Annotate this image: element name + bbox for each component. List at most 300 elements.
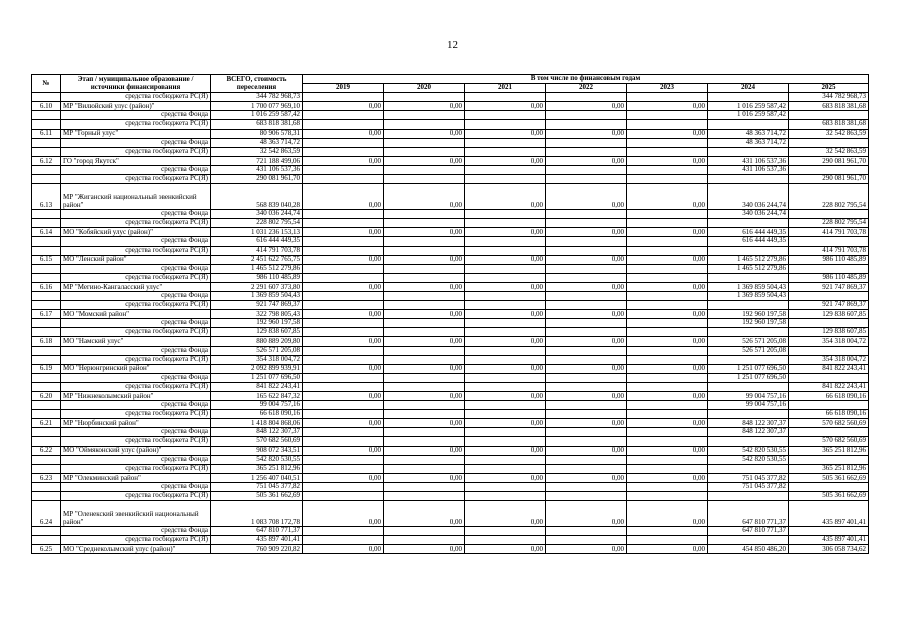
year-value bbox=[546, 301, 627, 310]
year-value: 0,00 bbox=[627, 501, 708, 527]
year-value bbox=[708, 464, 789, 473]
year-value bbox=[384, 482, 465, 491]
year-value bbox=[708, 273, 789, 282]
year-value bbox=[465, 319, 546, 328]
total-cost: 721 188 499,06 bbox=[211, 156, 303, 165]
year-value bbox=[546, 492, 627, 501]
year-value: 0,00 bbox=[303, 446, 384, 455]
row-number: 6.16 bbox=[32, 282, 61, 291]
total-cost: 542 820 530,55 bbox=[211, 455, 303, 464]
year-value: 0,00 bbox=[627, 545, 708, 554]
total-cost: 1 256 407 040,51 bbox=[211, 473, 303, 482]
year-value: 340 036 244,74 bbox=[708, 184, 789, 210]
table-row-municipality bbox=[32, 102, 869, 111]
year-value bbox=[465, 464, 546, 473]
table-row-source bbox=[32, 273, 869, 282]
year-value: 0,00 bbox=[627, 446, 708, 455]
municipality-name: МР "Вилюйский улус (район)" bbox=[61, 102, 211, 111]
year-value: 542 820 530,55 bbox=[708, 455, 789, 464]
row-number bbox=[32, 373, 61, 382]
year-value bbox=[303, 273, 384, 282]
total-cost: 760 909 220,82 bbox=[211, 545, 303, 554]
row-number bbox=[32, 111, 61, 120]
year-value bbox=[546, 536, 627, 545]
year-value bbox=[384, 147, 465, 156]
year-value: 306 058 734,62 bbox=[789, 545, 869, 554]
year-value: 0,00 bbox=[384, 102, 465, 111]
year-value bbox=[546, 401, 627, 410]
year-value bbox=[546, 273, 627, 282]
year-value: 751 045 377,82 bbox=[708, 482, 789, 491]
table-row-municipality bbox=[32, 392, 869, 401]
year-value bbox=[546, 165, 627, 174]
year-value: 0,00 bbox=[546, 337, 627, 346]
year-value bbox=[789, 264, 869, 273]
table-body bbox=[32, 93, 869, 554]
year-value bbox=[546, 373, 627, 382]
year-value bbox=[384, 111, 465, 120]
year-value: 344 782 968,73 bbox=[789, 93, 869, 102]
year-value bbox=[708, 120, 789, 129]
year-value: 0,00 bbox=[303, 228, 384, 237]
table-row-source bbox=[32, 536, 869, 545]
year-value bbox=[627, 464, 708, 473]
year-value: 32 542 863,59 bbox=[789, 147, 869, 156]
year-value: 0,00 bbox=[303, 473, 384, 482]
year-value bbox=[546, 346, 627, 355]
year-value bbox=[303, 93, 384, 102]
funding-source: средства госбюджета РС(Я) bbox=[61, 246, 211, 255]
row-number bbox=[32, 536, 61, 545]
year-value: 848 122 307,37 bbox=[708, 419, 789, 428]
total-cost: 1 251 077 696,50 bbox=[211, 373, 303, 382]
row-number: 6.11 bbox=[32, 129, 61, 138]
table-row-municipality bbox=[32, 419, 869, 428]
row-number bbox=[32, 210, 61, 219]
row-number bbox=[32, 455, 61, 464]
table-row-source bbox=[32, 373, 869, 382]
year-value bbox=[465, 138, 546, 147]
total-cost: 165 622 847,32 bbox=[211, 392, 303, 401]
table-row-source bbox=[32, 111, 869, 120]
year-value bbox=[789, 319, 869, 328]
year-value: 0,00 bbox=[465, 501, 546, 527]
funding-source: средства Фонда bbox=[61, 210, 211, 219]
row-number: 6.23 bbox=[32, 473, 61, 482]
year-value bbox=[384, 237, 465, 246]
table-row-source bbox=[32, 328, 869, 337]
total-cost: 365 251 812,96 bbox=[211, 464, 303, 473]
year-value bbox=[465, 328, 546, 337]
year-value: 683 818 381,68 bbox=[789, 120, 869, 129]
row-number bbox=[32, 138, 61, 147]
total-cost: 129 838 607,85 bbox=[211, 328, 303, 337]
year-value: 0,00 bbox=[465, 364, 546, 373]
year-value bbox=[465, 210, 546, 219]
table-row-source bbox=[32, 410, 869, 419]
table-row-municipality bbox=[32, 255, 869, 264]
municipality-name: МР "Олекминский район" bbox=[61, 473, 211, 482]
year-value: 228 802 795,54 bbox=[789, 184, 869, 210]
year-value bbox=[384, 175, 465, 184]
year-value bbox=[708, 175, 789, 184]
year-value: 0,00 bbox=[627, 102, 708, 111]
row-number: 6.14 bbox=[32, 228, 61, 237]
year-value bbox=[384, 328, 465, 337]
year-value: 0,00 bbox=[546, 156, 627, 165]
municipality-name: МР "Нижнеколымский район" bbox=[61, 392, 211, 401]
year-value bbox=[303, 237, 384, 246]
year-value bbox=[789, 111, 869, 120]
year-value: 0,00 bbox=[303, 501, 384, 527]
year-value: 0,00 bbox=[303, 102, 384, 111]
year-value: 0,00 bbox=[627, 184, 708, 210]
table-row-source bbox=[32, 319, 869, 328]
year-value bbox=[627, 355, 708, 364]
year-value bbox=[708, 410, 789, 419]
total-cost: 986 110 485,89 bbox=[211, 273, 303, 282]
year-value: 0,00 bbox=[546, 545, 627, 554]
year-value: 0,00 bbox=[627, 255, 708, 264]
funding-source: средства Фонда bbox=[61, 111, 211, 120]
year-value bbox=[627, 328, 708, 337]
year-value: 0,00 bbox=[384, 255, 465, 264]
year-value bbox=[627, 346, 708, 355]
year-value: 848 122 307,37 bbox=[708, 428, 789, 437]
year-value bbox=[384, 219, 465, 228]
year-value bbox=[303, 319, 384, 328]
year-value bbox=[627, 210, 708, 219]
year-value: 0,00 bbox=[546, 184, 627, 210]
funding-source: средства Фонда bbox=[61, 401, 211, 410]
total-cost: 568 839 040,28 bbox=[211, 184, 303, 210]
year-value: 0,00 bbox=[303, 310, 384, 319]
year-value: 99 004 757,16 bbox=[708, 401, 789, 410]
year-value bbox=[465, 273, 546, 282]
year-value bbox=[303, 492, 384, 501]
municipality-name: МО "Оймяконский улус (район)" bbox=[61, 446, 211, 455]
table-row-source bbox=[32, 455, 869, 464]
year-value bbox=[627, 237, 708, 246]
funding-source: средства госбюджета РС(Я) bbox=[61, 175, 211, 184]
year-value: 0,00 bbox=[627, 282, 708, 291]
row-number bbox=[32, 291, 61, 300]
total-cost: 908 072 343,51 bbox=[211, 446, 303, 455]
row-number bbox=[32, 328, 61, 337]
year-value bbox=[546, 355, 627, 364]
year-value bbox=[465, 428, 546, 437]
funding-source: средства госбюджета РС(Я) bbox=[61, 93, 211, 102]
row-number bbox=[32, 346, 61, 355]
year-value: 0,00 bbox=[303, 364, 384, 373]
year-value bbox=[546, 527, 627, 536]
total-cost: 1 418 804 868,06 bbox=[211, 419, 303, 428]
year-value bbox=[303, 264, 384, 273]
year-value bbox=[465, 482, 546, 491]
funding-source: средства госбюджета РС(Я) bbox=[61, 301, 211, 310]
row-number bbox=[32, 355, 61, 364]
year-value bbox=[546, 210, 627, 219]
row-number bbox=[32, 482, 61, 491]
year-value bbox=[546, 437, 627, 446]
year-value: 570 682 560,69 bbox=[789, 419, 869, 428]
year-value bbox=[465, 301, 546, 310]
year-value: 454 850 486,20 bbox=[708, 545, 789, 554]
table-row-source bbox=[32, 165, 869, 174]
year-value bbox=[303, 111, 384, 120]
year-value bbox=[303, 373, 384, 382]
year-value: 1 465 512 279,86 bbox=[708, 255, 789, 264]
year-value bbox=[789, 401, 869, 410]
year-value: 0,00 bbox=[546, 364, 627, 373]
year-value bbox=[303, 346, 384, 355]
year-value: 0,00 bbox=[384, 310, 465, 319]
table-row-source bbox=[32, 138, 869, 147]
year-value bbox=[384, 464, 465, 473]
year-value: 290 081 961,70 bbox=[789, 156, 869, 165]
year-value bbox=[465, 111, 546, 120]
year-value: 414 791 703,78 bbox=[789, 246, 869, 255]
total-cost: 354 318 004,72 bbox=[211, 355, 303, 364]
year-value bbox=[303, 301, 384, 310]
table-row-municipality bbox=[32, 129, 869, 138]
header-year: 2025 bbox=[789, 84, 869, 93]
table-row-source bbox=[32, 301, 869, 310]
page-number: 12 bbox=[447, 39, 458, 51]
header-by-years: В том числе по финансовым годам bbox=[303, 75, 869, 84]
table-row-municipality bbox=[32, 364, 869, 373]
row-number bbox=[32, 273, 61, 282]
year-value: 431 106 537,36 bbox=[708, 156, 789, 165]
year-value bbox=[465, 401, 546, 410]
total-cost: 2 451 622 765,75 bbox=[211, 255, 303, 264]
year-value bbox=[708, 93, 789, 102]
year-value: 354 318 004,72 bbox=[789, 337, 869, 346]
year-value: 0,00 bbox=[627, 156, 708, 165]
year-value bbox=[384, 246, 465, 255]
municipality-name: МО "Среднеколымский улус (район)" bbox=[61, 545, 211, 554]
year-value: 48 363 714,72 bbox=[708, 138, 789, 147]
row-number bbox=[32, 410, 61, 419]
year-value: 0,00 bbox=[465, 156, 546, 165]
total-cost: 80 906 578,31 bbox=[211, 129, 303, 138]
table-row-municipality bbox=[32, 310, 869, 319]
year-value bbox=[546, 264, 627, 273]
year-value: 0,00 bbox=[303, 545, 384, 554]
year-value: 0,00 bbox=[303, 184, 384, 210]
year-value: 921 747 869,37 bbox=[789, 301, 869, 310]
year-value: 986 110 485,89 bbox=[789, 273, 869, 282]
year-value: 0,00 bbox=[627, 228, 708, 237]
total-cost: 880 889 209,80 bbox=[211, 337, 303, 346]
year-value bbox=[465, 93, 546, 102]
table-row-source bbox=[32, 355, 869, 364]
year-value: 0,00 bbox=[303, 392, 384, 401]
year-value bbox=[465, 355, 546, 364]
year-value: 921 747 869,37 bbox=[789, 282, 869, 291]
funding-source: средства Фонда bbox=[61, 346, 211, 355]
municipality-name: МР "Оленекский эвенкийский национальный район" bbox=[61, 501, 211, 527]
year-value bbox=[627, 437, 708, 446]
year-value: 354 318 004,72 bbox=[789, 355, 869, 364]
table-row-source bbox=[32, 246, 869, 255]
row-number bbox=[32, 237, 61, 246]
total-cost: 32 542 863,59 bbox=[211, 147, 303, 156]
year-value bbox=[303, 527, 384, 536]
municipality-name: МР "Мегино-Кангаласский улус" bbox=[61, 282, 211, 291]
year-value: 0,00 bbox=[384, 156, 465, 165]
row-number bbox=[32, 437, 61, 446]
row-number: 6.17 bbox=[32, 310, 61, 319]
year-value bbox=[627, 175, 708, 184]
year-value: 0,00 bbox=[465, 473, 546, 482]
year-value: 99 004 757,16 bbox=[708, 392, 789, 401]
total-cost: 616 444 449,35 bbox=[211, 237, 303, 246]
year-value: 431 106 537,36 bbox=[708, 165, 789, 174]
year-value: 129 838 607,85 bbox=[789, 310, 869, 319]
total-cost: 841 822 243,41 bbox=[211, 382, 303, 391]
year-value bbox=[465, 175, 546, 184]
year-value bbox=[384, 373, 465, 382]
year-value bbox=[303, 382, 384, 391]
year-value: 48 363 714,72 bbox=[708, 129, 789, 138]
year-value bbox=[627, 246, 708, 255]
year-value: 616 444 449,35 bbox=[708, 237, 789, 246]
funding-source: средства Фонда bbox=[61, 291, 211, 300]
total-cost: 1 465 512 279,86 bbox=[211, 264, 303, 273]
municipality-name: МО "Кобяйский улус (район)" bbox=[61, 228, 211, 237]
year-value bbox=[384, 273, 465, 282]
funding-source: средства госбюджета РС(Я) bbox=[61, 219, 211, 228]
year-value: 1 016 259 587,42 bbox=[708, 111, 789, 120]
year-value: 616 444 449,35 bbox=[708, 228, 789, 237]
header-year: 2021 bbox=[465, 84, 546, 93]
funding-source: средства Фонда bbox=[61, 455, 211, 464]
row-number bbox=[32, 165, 61, 174]
total-cost: 290 081 961,70 bbox=[211, 175, 303, 184]
year-value: 0,00 bbox=[465, 337, 546, 346]
year-value bbox=[303, 410, 384, 419]
year-value bbox=[384, 455, 465, 464]
year-value bbox=[708, 301, 789, 310]
year-value bbox=[384, 291, 465, 300]
table-row-source bbox=[32, 346, 869, 355]
year-value bbox=[789, 210, 869, 219]
year-value: 1 465 512 279,86 bbox=[708, 264, 789, 273]
year-value bbox=[303, 455, 384, 464]
row-number: 6.18 bbox=[32, 337, 61, 346]
year-value bbox=[303, 165, 384, 174]
funding-source: средства Фонда bbox=[61, 482, 211, 491]
total-cost: 340 036 244,74 bbox=[211, 210, 303, 219]
row-number bbox=[32, 246, 61, 255]
municipality-name: МО "Намский улус" bbox=[61, 337, 211, 346]
year-value bbox=[303, 401, 384, 410]
header-year: 2022 bbox=[546, 84, 627, 93]
year-value bbox=[627, 219, 708, 228]
year-value bbox=[789, 455, 869, 464]
year-value: 290 081 961,70 bbox=[789, 175, 869, 184]
total-cost: 1 083 708 172,78 bbox=[211, 501, 303, 527]
year-value: 32 542 863,59 bbox=[789, 129, 869, 138]
year-value bbox=[384, 428, 465, 437]
funding-source: средства госбюджета РС(Я) bbox=[61, 273, 211, 282]
municipality-name: МР "Жиганский национальный эвенкийский район" bbox=[61, 184, 211, 210]
year-value bbox=[384, 437, 465, 446]
total-cost: 1 700 077 969,10 bbox=[211, 102, 303, 111]
year-value bbox=[708, 355, 789, 364]
year-value: 647 810 771,37 bbox=[708, 501, 789, 527]
year-value: 0,00 bbox=[384, 228, 465, 237]
row-number: 6.20 bbox=[32, 392, 61, 401]
year-value bbox=[546, 455, 627, 464]
year-value: 66 618 090,16 bbox=[789, 410, 869, 419]
header-year: 2020 bbox=[384, 84, 465, 93]
year-value bbox=[303, 210, 384, 219]
year-value bbox=[627, 410, 708, 419]
table-row-municipality bbox=[32, 545, 869, 554]
year-value bbox=[546, 219, 627, 228]
year-value: 0,00 bbox=[465, 310, 546, 319]
municipality-name: МО "Нерюнгринский район" bbox=[61, 364, 211, 373]
year-value bbox=[789, 237, 869, 246]
year-value bbox=[546, 93, 627, 102]
year-value bbox=[303, 219, 384, 228]
year-value bbox=[789, 527, 869, 536]
header-total: ВСЕГО, стоимость переселения bbox=[211, 75, 303, 93]
year-value bbox=[708, 219, 789, 228]
year-value: 841 822 243,41 bbox=[789, 382, 869, 391]
row-number bbox=[32, 464, 61, 473]
table-row-municipality bbox=[32, 337, 869, 346]
year-value: 0,00 bbox=[384, 392, 465, 401]
year-value: 0,00 bbox=[465, 282, 546, 291]
year-value bbox=[465, 382, 546, 391]
year-value: 0,00 bbox=[546, 282, 627, 291]
year-value: 647 810 771,37 bbox=[708, 527, 789, 536]
year-value bbox=[546, 120, 627, 129]
year-value: 0,00 bbox=[627, 310, 708, 319]
year-value bbox=[627, 165, 708, 174]
table-row-municipality bbox=[32, 501, 869, 527]
year-value: 1 251 077 696,50 bbox=[708, 373, 789, 382]
year-value bbox=[465, 455, 546, 464]
year-value bbox=[546, 428, 627, 437]
year-value bbox=[627, 264, 708, 273]
year-value: 192 960 197,58 bbox=[708, 319, 789, 328]
year-value bbox=[627, 273, 708, 282]
total-cost: 414 791 703,78 bbox=[211, 246, 303, 255]
year-value bbox=[465, 147, 546, 156]
row-number: 6.21 bbox=[32, 419, 61, 428]
total-cost: 66 618 090,16 bbox=[211, 410, 303, 419]
total-cost: 344 782 968,73 bbox=[211, 93, 303, 102]
table-row-municipality bbox=[32, 282, 869, 291]
year-value bbox=[546, 237, 627, 246]
year-value bbox=[708, 246, 789, 255]
year-value bbox=[789, 165, 869, 174]
total-cost: 683 818 381,68 bbox=[211, 120, 303, 129]
year-value bbox=[303, 482, 384, 491]
year-value bbox=[627, 111, 708, 120]
year-value bbox=[303, 355, 384, 364]
year-value: 0,00 bbox=[303, 255, 384, 264]
year-value bbox=[789, 373, 869, 382]
year-value bbox=[303, 246, 384, 255]
year-value bbox=[627, 138, 708, 147]
year-value bbox=[384, 210, 465, 219]
year-value: 526 571 205,08 bbox=[708, 346, 789, 355]
